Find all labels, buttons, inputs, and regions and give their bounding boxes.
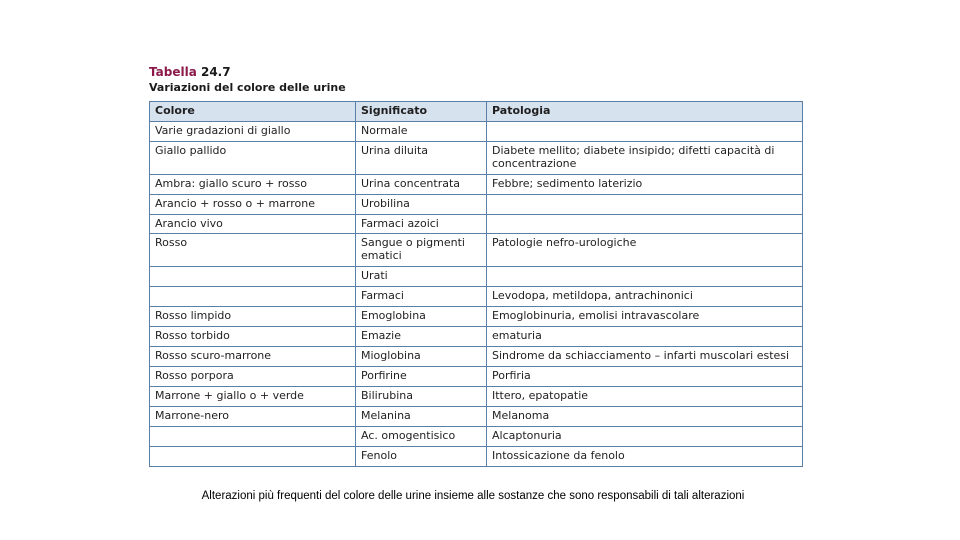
cell-colore (150, 267, 356, 287)
table-row (150, 367, 803, 387)
cell-colore: Rosso scuro-marrone (150, 347, 356, 367)
cell-significato: Mioglobina (356, 347, 487, 367)
cell-significato: Fenolo (356, 447, 487, 467)
cell-patologia: Emoglobinuria, emolisi intravascolare (487, 307, 803, 327)
cell-colore: Varie gradazioni di giallo (150, 122, 356, 142)
table-row (150, 347, 803, 367)
cell-colore: Rosso porpora (150, 367, 356, 387)
table-row (150, 327, 803, 347)
cell-patologia (487, 267, 803, 287)
cell-patologia: Porfiria (487, 367, 803, 387)
cell-patologia (487, 195, 803, 215)
table-row (150, 215, 803, 234)
table-number: Tabella 24.7 (149, 65, 231, 79)
cell-patologia (487, 122, 803, 142)
cell-colore: Marrone + giallo o + verde (150, 387, 356, 407)
cell-patologia: Sindrome da schiacciamento – infarti muscolari estesi (487, 347, 803, 367)
header-patologia: Patologia (487, 102, 803, 122)
cell-significato: Sangue o pigmenti ematici (356, 234, 487, 267)
urine-color-table (149, 101, 803, 467)
cell-significato: Porfirine (356, 367, 487, 387)
table-row (150, 287, 803, 307)
table-row (150, 234, 803, 267)
cell-significato: Urobilina (356, 195, 487, 215)
header-colore: Colore (150, 102, 356, 122)
cell-colore (150, 287, 356, 307)
cell-colore (150, 427, 356, 447)
table-row (150, 267, 803, 287)
table-title-block (149, 64, 346, 95)
cell-colore: Arancio + rosso o + marrone (150, 195, 356, 215)
cell-patologia: Patologie nefro-urologiche (487, 234, 803, 267)
cell-significato: Ac. omogentisico (356, 427, 487, 447)
table-row (150, 307, 803, 327)
cell-significato: Farmaci (356, 287, 487, 307)
cell-patologia: Melanoma (487, 407, 803, 427)
table-row (150, 427, 803, 447)
cell-patologia: ematuria (487, 327, 803, 347)
cell-patologia: Alcaptonuria (487, 427, 803, 447)
table-row (150, 142, 803, 175)
cell-patologia: Intossicazione da fenolo (487, 447, 803, 467)
cell-patologia (487, 215, 803, 234)
cell-colore: Rosso (150, 234, 356, 267)
cell-significato: Normale (356, 122, 487, 142)
cell-patologia: Diabete mellito; diabete insipido; difetti capacità di concentrazione (487, 142, 803, 175)
cell-significato: Urina diluita (356, 142, 487, 175)
table-row (150, 175, 803, 195)
cell-patologia: Levodopa, metildopa, antrachinonici (487, 287, 803, 307)
table-row (150, 195, 803, 215)
cell-colore: Rosso torbido (150, 327, 356, 347)
cell-colore: Rosso limpido (150, 307, 356, 327)
slide-caption: Alterazioni più frequenti del colore delle urine insieme alle sostanze che sono responsabili di tali alterazioni (201, 490, 745, 502)
cell-colore (150, 447, 356, 467)
cell-significato: Emoglobina (356, 307, 487, 327)
cell-significato: Urina concentrata (356, 175, 487, 195)
cell-significato: Farmaci azoici (356, 215, 487, 234)
table-subtitle: Variazioni del colore delle urine (149, 81, 346, 94)
cell-colore: Arancio vivo (150, 215, 356, 234)
cell-colore: Giallo pallido (150, 142, 356, 175)
cell-significato: Melanina (356, 407, 487, 427)
cell-significato: Urati (356, 267, 487, 287)
cell-patologia: Ittero, epatopatie (487, 387, 803, 407)
table-row (150, 447, 803, 467)
table-row (150, 122, 803, 142)
cell-significato: Bilirubina (356, 387, 487, 407)
cell-colore: Ambra: giallo scuro + rosso (150, 175, 356, 195)
table-row (150, 387, 803, 407)
cell-colore: Marrone-nero (150, 407, 356, 427)
cell-patologia: Febbre; sedimento laterizio (487, 175, 803, 195)
cell-significato: Emazie (356, 327, 487, 347)
table-row (150, 407, 803, 427)
header-significato: Significato (356, 102, 487, 122)
